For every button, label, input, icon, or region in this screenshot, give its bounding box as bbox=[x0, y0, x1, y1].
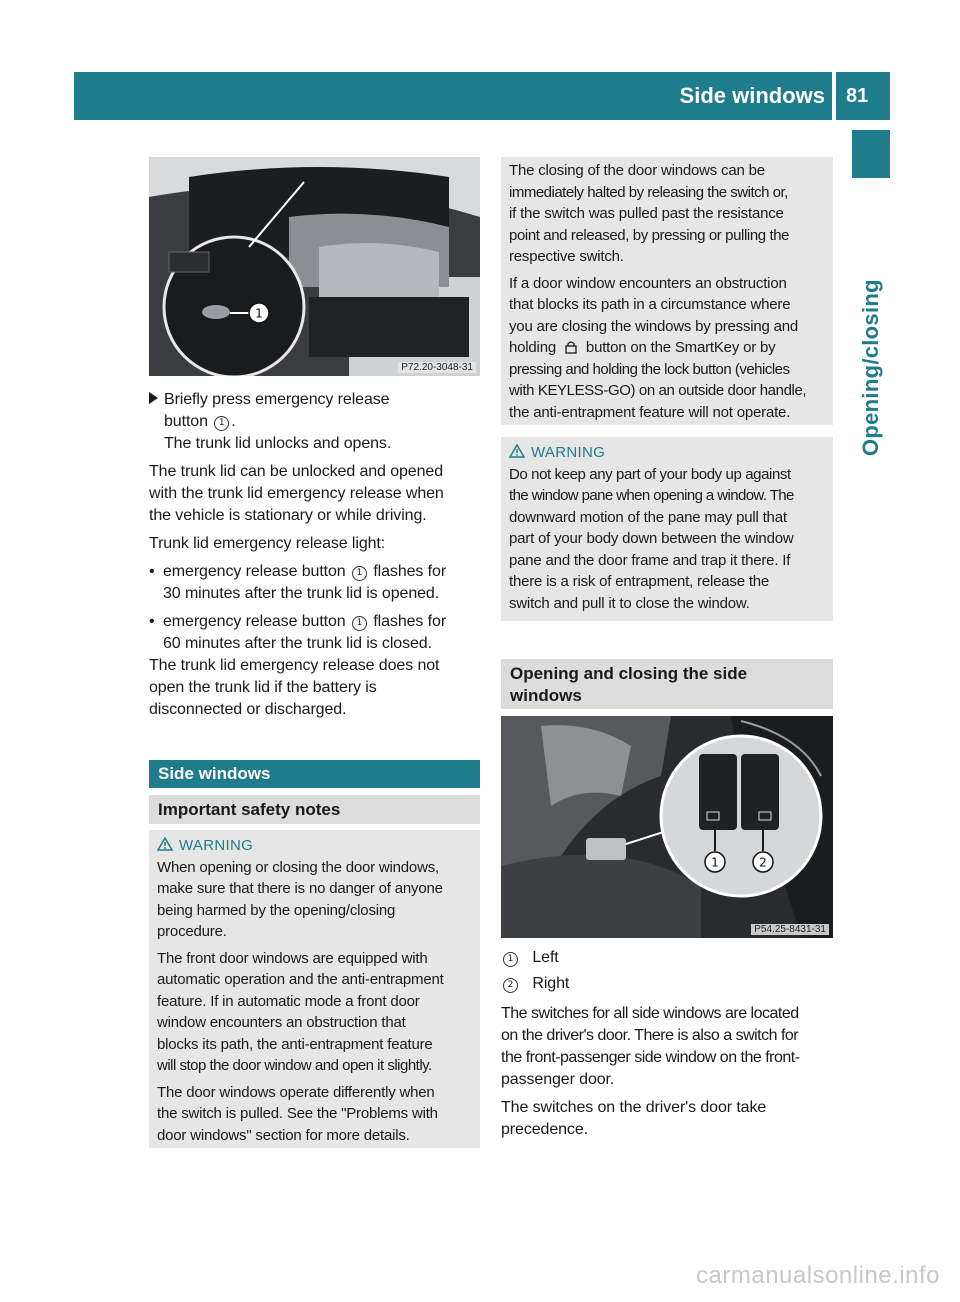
lock-icon bbox=[564, 340, 578, 354]
text-line: door windows" section for more details. bbox=[157, 1126, 410, 1144]
obstruction-paragraph bbox=[509, 273, 825, 424]
text-line: the window pane when opening a window. The bbox=[509, 487, 794, 504]
text-line: downward motion of the pane may pull that bbox=[509, 508, 787, 526]
trunk-image-code: P72.20-3048-31 bbox=[398, 362, 476, 373]
legend-label: Left bbox=[532, 949, 559, 966]
text-line: immediately halted by releasing the switch or, bbox=[509, 183, 788, 201]
text-line: When opening or closing the door windows, bbox=[157, 858, 439, 876]
bullet-line-2: 30 minutes after the trunk lid is opened. bbox=[163, 585, 440, 602]
text-line: feature. If in automatic mode a front door bbox=[157, 992, 420, 1010]
section-title-line: Opening and closing the side bbox=[510, 664, 748, 683]
step-line-1: Briefly press emergency release bbox=[164, 391, 390, 408]
text-line: passenger door. bbox=[501, 1071, 615, 1088]
text-line: being harmed by the opening/closing bbox=[157, 901, 396, 919]
switch-location-paragraph bbox=[501, 1003, 833, 1091]
text-line: with the trunk lid emergency release when bbox=[149, 485, 444, 502]
bullet-icon: • bbox=[149, 563, 155, 580]
text-line: the vehicle is stationary or while driving. bbox=[149, 507, 427, 524]
step-arrow-icon bbox=[149, 392, 158, 404]
text-line: the front-passenger side window on the front- bbox=[501, 1049, 800, 1066]
precedence-paragraph bbox=[501, 1097, 833, 1141]
warning-p2 bbox=[157, 948, 472, 1077]
bullet-item bbox=[149, 561, 480, 605]
trunk-release-paragraph bbox=[149, 461, 480, 527]
warning-label: WARNING bbox=[531, 444, 606, 461]
step-line-2-suffix: . bbox=[231, 413, 236, 430]
text-line: point and released, by pressing or pulling the bbox=[509, 226, 790, 244]
chapter-label: Opening/closing bbox=[858, 279, 883, 457]
text-line: pane and the door frame and trap it there. If bbox=[509, 551, 791, 569]
warning-heading bbox=[509, 442, 825, 464]
warning-p1 bbox=[157, 857, 472, 943]
trunk-lid-photo bbox=[149, 157, 480, 376]
text-line: procedure. bbox=[157, 923, 227, 940]
text-line: The switches on the driver's door take bbox=[501, 1099, 767, 1116]
text-line: The trunk lid can be unlocked and opened bbox=[149, 463, 443, 480]
text-line: disconnected or discharged. bbox=[149, 701, 347, 718]
section-title-opening-closing bbox=[501, 659, 833, 709]
bullet-line-2: 60 minutes after the trunk lid is closed. bbox=[163, 635, 432, 652]
text-line: blocks its path, the anti-entrapment feature bbox=[157, 1035, 433, 1053]
bullet-item bbox=[149, 611, 480, 655]
chapter-tab bbox=[852, 130, 890, 178]
text-line: If a door window encounters an obstruction bbox=[509, 274, 787, 292]
legend-item-right bbox=[501, 973, 833, 995]
text-line bbox=[509, 337, 825, 359]
warning-label: WARNING bbox=[179, 837, 254, 854]
right-column-text bbox=[501, 947, 833, 1141]
door-switch-photo bbox=[501, 716, 833, 938]
step-line-2 bbox=[149, 411, 480, 433]
text-line: you are closing the windows by pressing and bbox=[509, 317, 799, 335]
step-line-2-text: button bbox=[164, 413, 208, 430]
warning-p3 bbox=[157, 1082, 472, 1147]
text-line: The switches for all side windows are located bbox=[501, 1005, 799, 1022]
header-divider bbox=[832, 72, 836, 120]
callout-1-icon: 1 bbox=[352, 616, 367, 631]
bullet-icon: • bbox=[149, 613, 155, 630]
text-line: Do not keep any part of your body up against bbox=[509, 465, 791, 483]
battery-paragraph bbox=[149, 655, 480, 721]
callout-1-icon: 1 bbox=[214, 416, 229, 431]
callout-1-icon: 1 bbox=[352, 566, 367, 581]
bullet-text-suffix: flashes for bbox=[373, 563, 447, 580]
trunk-callout-1: 1 bbox=[255, 306, 263, 321]
warning-box-left bbox=[149, 830, 480, 1148]
text-line: the switch is pulled. See the "Problems with bbox=[157, 1105, 438, 1122]
text-line: part of your body down between the window bbox=[509, 530, 794, 547]
text-line: on the driver's door. There is also a switch for bbox=[501, 1027, 799, 1044]
step-result: The trunk lid unlocks and opens. bbox=[164, 435, 392, 452]
text-line: automatic operation and the anti-entrapment bbox=[157, 971, 444, 988]
subsection-title-safety: Important safety notes bbox=[149, 795, 480, 824]
holding-text-suffix: button on the SmartKey or by bbox=[585, 339, 776, 356]
trunk-lid-illustration bbox=[149, 157, 480, 376]
text-line: The closing of the door windows can be bbox=[509, 162, 765, 179]
bullet-text: emergency release button bbox=[163, 613, 346, 630]
warning-heading bbox=[157, 835, 472, 857]
light-heading: Trunk lid emergency release light: bbox=[149, 535, 386, 552]
text-line: The trunk lid emergency release does not bbox=[149, 657, 440, 674]
page-number: 81 bbox=[846, 85, 869, 107]
door-switch-illustration bbox=[501, 716, 833, 938]
text-line: if the switch was pulled past the resistance bbox=[509, 205, 784, 222]
bullet-text: emergency release button bbox=[163, 563, 346, 580]
callout-1-icon: 1 bbox=[503, 952, 518, 967]
switch-image-code: P54.25-8431-31 bbox=[751, 924, 829, 935]
legend-item-left bbox=[501, 947, 833, 969]
text-line: respective switch. bbox=[509, 248, 624, 265]
bullet-text-suffix: flashes for bbox=[373, 613, 447, 630]
text-line: pressing and holding the lock button (vehicles bbox=[509, 360, 790, 378]
text-line: switch and pull it to close the window. bbox=[509, 594, 750, 612]
footer-watermark: carmanualsonline.info bbox=[696, 1262, 940, 1289]
text-line: precedence. bbox=[501, 1121, 588, 1138]
text-line: make sure that there is no danger of anyone bbox=[157, 880, 443, 897]
text-line: that blocks its path in a circumstance where bbox=[509, 296, 791, 313]
text-line: the anti-entrapment feature will not operate. bbox=[509, 403, 791, 421]
text-line: open the trunk lid if the battery is bbox=[149, 679, 377, 696]
left-column-text bbox=[149, 389, 480, 721]
holding-text: holding bbox=[509, 339, 556, 356]
switch-callout-2: 2 bbox=[759, 855, 767, 870]
running-header-title: Side windows bbox=[679, 83, 825, 108]
warning-box-right bbox=[501, 437, 833, 621]
legend-label: Right bbox=[532, 975, 570, 992]
text-line: The door windows operate differently when bbox=[157, 1083, 435, 1101]
instruction-step bbox=[149, 389, 480, 411]
section-title-line: windows bbox=[510, 686, 582, 705]
warning-triangle-icon bbox=[157, 837, 173, 851]
info-box-right bbox=[501, 157, 833, 425]
callout-2-icon: 2 bbox=[503, 978, 518, 993]
switch-callout-1: 1 bbox=[711, 855, 719, 870]
halting-paragraph bbox=[509, 160, 825, 268]
warning-triangle-icon bbox=[509, 444, 525, 458]
text-line: there is a risk of entrapment, release the bbox=[509, 573, 770, 590]
text-line: will stop the door window and open it slightly. bbox=[157, 1057, 432, 1074]
text-line: window encounters an obstruction that bbox=[157, 1014, 406, 1031]
text-line: with KEYLESS-GO) on an outside door handle, bbox=[509, 382, 807, 399]
section-title-side-windows: Side windows bbox=[149, 760, 480, 788]
text-line: The front door windows are equipped with bbox=[157, 949, 428, 967]
